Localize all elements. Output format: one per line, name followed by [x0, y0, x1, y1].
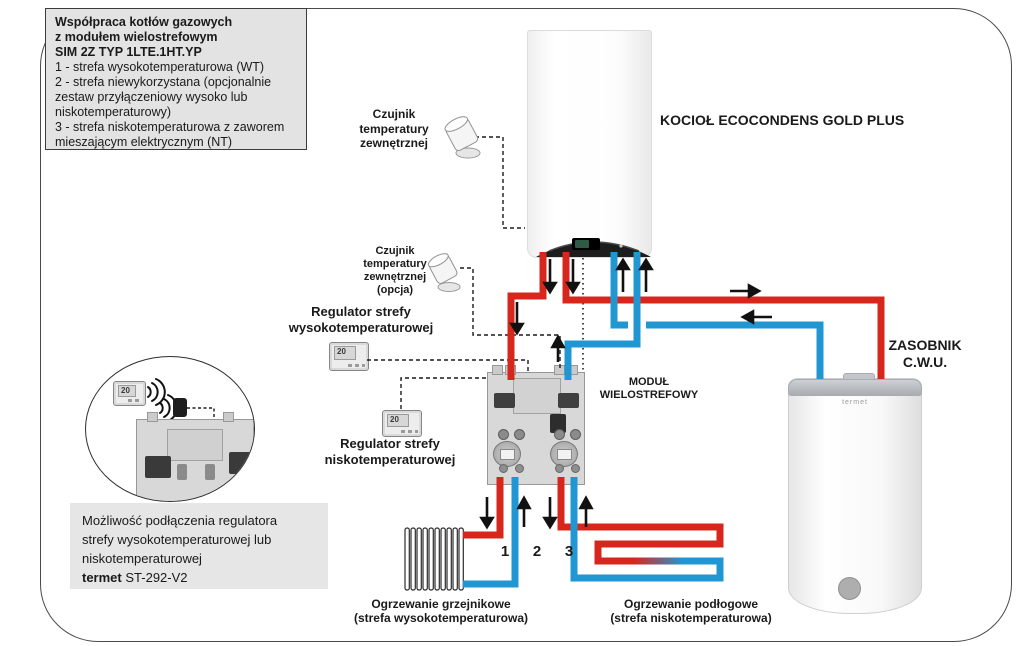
outdoor-sensor-optional-label — [346, 245, 444, 297]
outdoor-sensor-label — [342, 107, 446, 151]
thermostat-screen: 20 — [387, 414, 409, 427]
note-line: strefy wysokotemperaturowej lub — [82, 532, 272, 547]
info-line: 2 - strefa niewykorzystana (opcjonalnie zestaw przyłączeniowy wysoko lub niskotemperaturowy) — [55, 75, 272, 119]
info-line: z modułem wielostrefowym — [55, 30, 218, 44]
cold-return-pipe-tank — [646, 325, 820, 379]
thermostat-screen: 20 — [334, 346, 356, 360]
flow-arrow-up — [641, 260, 652, 292]
info-line: 3 - strefa niskotemperaturowa z zaworem mieszającym elektrycznym (NT) — [55, 120, 285, 149]
thermostat-screen: 20 — [118, 385, 136, 397]
flow-arrow-up — [581, 498, 592, 527]
label-line: temperatury — [359, 121, 429, 136]
info-line: 1 - strefa wysokotemperaturowa (WT) — [55, 60, 265, 74]
radiator-icon — [405, 528, 463, 590]
zone1-supply-pipe — [463, 477, 500, 535]
brand-name: termet — [82, 570, 122, 585]
zone-number-2: 2 — [532, 543, 542, 560]
regulator-low-label — [299, 436, 481, 468]
boiler-label: KOCIOŁ ECOCONDENS GOLD PLUS — [660, 112, 905, 128]
flow-arrow-down — [482, 497, 493, 527]
label-line: zewnętrznej — [363, 271, 427, 283]
label-line: (strefa wysokotemperaturowa) — [353, 611, 529, 625]
label-line: WIELOSTREFOWY — [599, 389, 699, 401]
zone1-return-pipe — [463, 477, 515, 584]
regulator-high-label — [270, 304, 452, 336]
model-number: ST-292-V2 — [121, 570, 188, 585]
label-line: (opcja) — [376, 284, 414, 296]
label-line: Regulator strefy — [311, 304, 411, 319]
tank-logo: termet — [842, 399, 868, 406]
note-line: Możliwość podłączenia regulatora — [82, 513, 278, 528]
flow-arrow-up — [519, 498, 530, 527]
label-line: temperatury — [363, 258, 427, 270]
label-line: (strefa niskotemperaturowa) — [610, 611, 772, 625]
thermostat-low-line — [401, 378, 486, 409]
info-line: Współpraca kotłów gazowych — [55, 15, 233, 29]
label-line: niskotemperaturowej — [324, 452, 456, 467]
flow-arrow-right — [730, 286, 759, 297]
flow-arrow-up — [553, 337, 564, 362]
label-line: wysokotemperaturowej — [288, 320, 434, 335]
label-line: MODUŁ — [628, 376, 670, 388]
flow-arrow-up — [618, 260, 629, 292]
label-line: ZASOBNIK — [888, 337, 962, 353]
label-line: Regulator strefy — [340, 436, 440, 451]
zone-number-3: 3 — [564, 543, 574, 560]
tank-label — [862, 337, 988, 371]
label-line: zewnętrznej — [359, 136, 428, 150]
zone-number-1: 1 — [500, 543, 510, 560]
flow-arrow-left — [743, 312, 772, 323]
label-line: Czujnik — [375, 245, 415, 257]
outdoor-sensor-icon — [443, 114, 480, 158]
info-line: SIM 2Z TYP 1LTE.1HT.YP — [55, 45, 202, 59]
thermostat-high-line — [367, 360, 528, 371]
flow-arrow-down — [545, 497, 556, 527]
label-line: Ogrzewanie podłogowe — [623, 597, 758, 611]
label-line: Czujnik — [372, 107, 416, 121]
cold-return-pipe-module — [568, 252, 637, 380]
label-line: Ogrzewanie grzejnikowe — [371, 597, 511, 611]
note-line: niskotemperaturowej — [82, 551, 202, 566]
radiator-heating-label — [342, 597, 540, 625]
label-line: C.W.U. — [902, 354, 948, 370]
module-label — [596, 376, 702, 402]
floor-heating-label — [592, 597, 790, 625]
